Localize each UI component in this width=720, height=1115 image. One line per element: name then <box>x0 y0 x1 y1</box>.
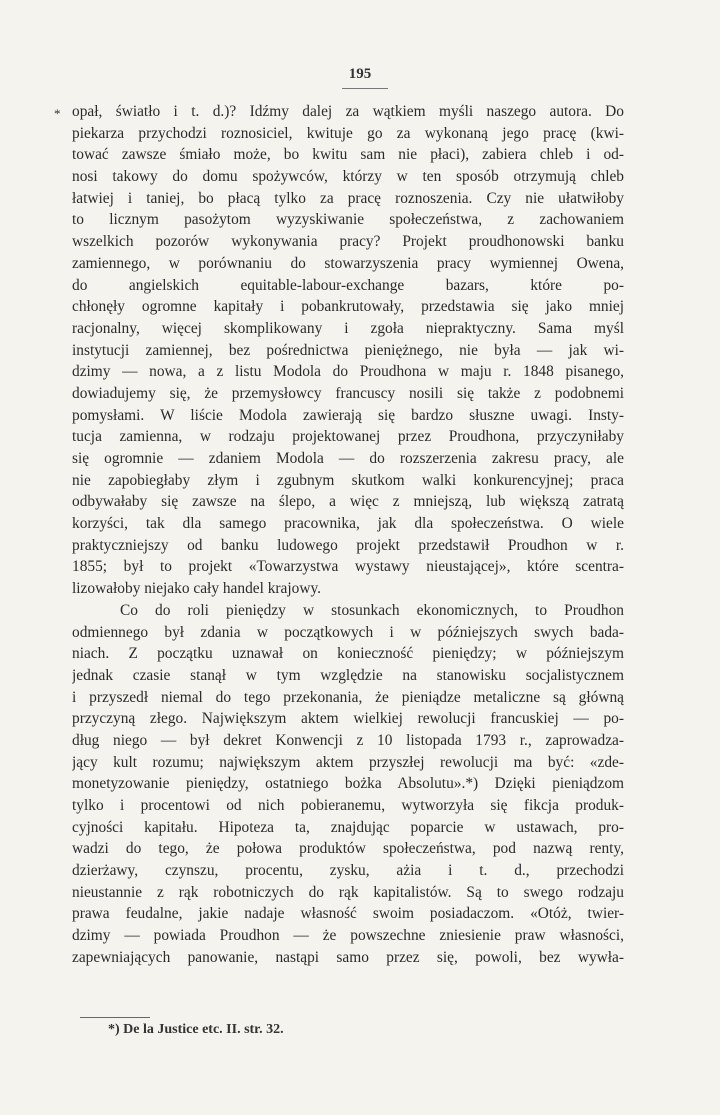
text-line: chłonęły ogromne kapitały i pobankrutowały, przedstawia się jako mniej <box>72 298 624 316</box>
text-line: piekarza przychodzi roznosiciel, kwituje go za wykonaną jego pracę (kwi- <box>72 124 624 142</box>
text-line: przyczyną złego. Największym aktem wielkiej rewolucji francuskiej — po- <box>72 710 624 728</box>
text-line: łatwiej i taniej, bo płacą tylko za pracę roznoszenia. Czy nie ułatwiłoby <box>72 189 624 207</box>
text-line: tować zawsze śmiało może, bo kwitu sam nie płaci), zabiera chleb i od- <box>72 146 624 164</box>
text-line: wadzi do tego, że połowa produktów społeczeństwa, pod nazwą renty, <box>72 840 624 858</box>
text-line: instytucji zamiennej, bez pośrednictwa pieniężnego, nie była — jak wi- <box>72 341 624 359</box>
text-line: i przyszedł niemal do tego przekonania, że pieniądze metaliczne są główną <box>72 688 624 706</box>
text-line: praktyczniejszy od banku ludowego projekt przedstawił Proudhon w r. <box>72 536 624 554</box>
text-line: dowiadujemy się, że przemysłowcy francuscy nosili się także z podobnemi <box>72 384 624 402</box>
text-line: zamiennego, w porównaniu do stowarzyszenia pracy wymiennej Owena, <box>72 254 624 272</box>
text-line: tucja zamienna, w rodzaju projektowanej przez Proudhona, przyczyniłaby <box>72 428 624 446</box>
text-line: tylko i procentowi od nich pobieranemu, wytworzyła się fikcja produk- <box>72 797 624 814</box>
page-number-rule <box>342 88 388 89</box>
footnote-rule <box>80 1017 150 1018</box>
text-line: pomysłami. W liście Modola zawierają się bardzo słuszne uwagi. Insty- <box>72 406 624 424</box>
text-line: niach. Z początku uznawał on konieczność pieniędzy; w późniejszym <box>72 645 624 663</box>
page-number: 195 <box>348 66 372 82</box>
text-line: korzyści, tak dla samego pracownika, jak dla społeczeństwa. O wiele <box>72 515 624 533</box>
text-line: się ogromnie — zdaniem Modola — do rozszerzenia zakresu pracy, ale <box>72 450 624 467</box>
text-line: prawa feudalne, jakie nadaje własność swoim posiadaczom. «Otóż, twier- <box>72 905 624 923</box>
text-line: jący kult rozumu; największym aktem przyszłej rewolucji ma być: «zde- <box>72 753 624 771</box>
text-line: dzimy — nowa, a z listu Modola do Proudhona w maju r. 1848 pisanego, <box>72 363 624 381</box>
margin-mark: * <box>54 106 61 121</box>
text-line: to licznym pasożytom wyzyskiwanie społeczeństwa, z zachowaniem <box>72 211 624 229</box>
text-line: do angielskich equitable-labour-exchange bazars, które po- <box>72 276 624 294</box>
text-line: odmiennego był zdania w początkowych i w późniejszych swych bada- <box>72 623 624 641</box>
text-line: lizowałoby niejako cały handel krajowy. <box>72 580 322 598</box>
text-line: cyjności kapitału. Hipoteza ta, znajdując poparcie w ustawach, pro- <box>72 818 624 836</box>
text-line: opał, światło i t. d.)? Idźmy dalej za wątkiem myśli naszego autora. Do <box>72 103 624 120</box>
text-line: dług niego — był dekret Konwencji z 10 listopada 1793 r., zaprowadza- <box>72 731 624 749</box>
text-line: wszelkich pozorów wykonywania pracy? Projekt proudhonowski banku <box>72 233 624 251</box>
body-text <box>54 101 624 969</box>
text-line: 1855; był to projekt «Towarzystwa wystawy nieustającej», które scentra- <box>72 558 624 576</box>
text-line: racjonalny, więcej skomplikowany i zgoła niepraktyczny. Sama myśl <box>72 319 624 337</box>
text-line: zapewniających panowanie, nastąpi samo przez się, powoli, bez wywła- <box>72 948 624 966</box>
text-line: dzierżawy, czynszu, procentu, zysku, ażia i t. d., przechodzi <box>72 862 624 880</box>
text-line: Co do roli pieniędzy w stosunkach ekonomicznych, to Proudhon <box>120 601 624 619</box>
text-line: nosi takowy do domu spożywców, którzy w ten sposób otrzymują chleb <box>72 168 624 186</box>
text-line: odbywałaby się zawsze na ślepo, a więc z mniejszą, lub większą zatratą <box>72 493 624 511</box>
footnote: *) De la Justice etc. II. str. 32. <box>108 1022 284 1037</box>
text-line: dzimy — powiada Proudhon — że powszechne zniesienie praw własności, <box>72 927 624 945</box>
text-line: nieustannie z rąk robotniczych do rąk kapitalistów. Są to swego rodzaju <box>72 883 624 901</box>
text-line: jednak czasie stanął w tym względzie na stanowisku socjalistycznem <box>72 666 624 684</box>
text-line: nie zapobiegłaby złym i zgubnym skutkom walki konkurencyjnej; praca <box>72 471 624 489</box>
text-line: monetyzowanie pieniędzy, ostatniego bożka Absolutu».*) Dzięki pieniądzom <box>72 775 624 793</box>
